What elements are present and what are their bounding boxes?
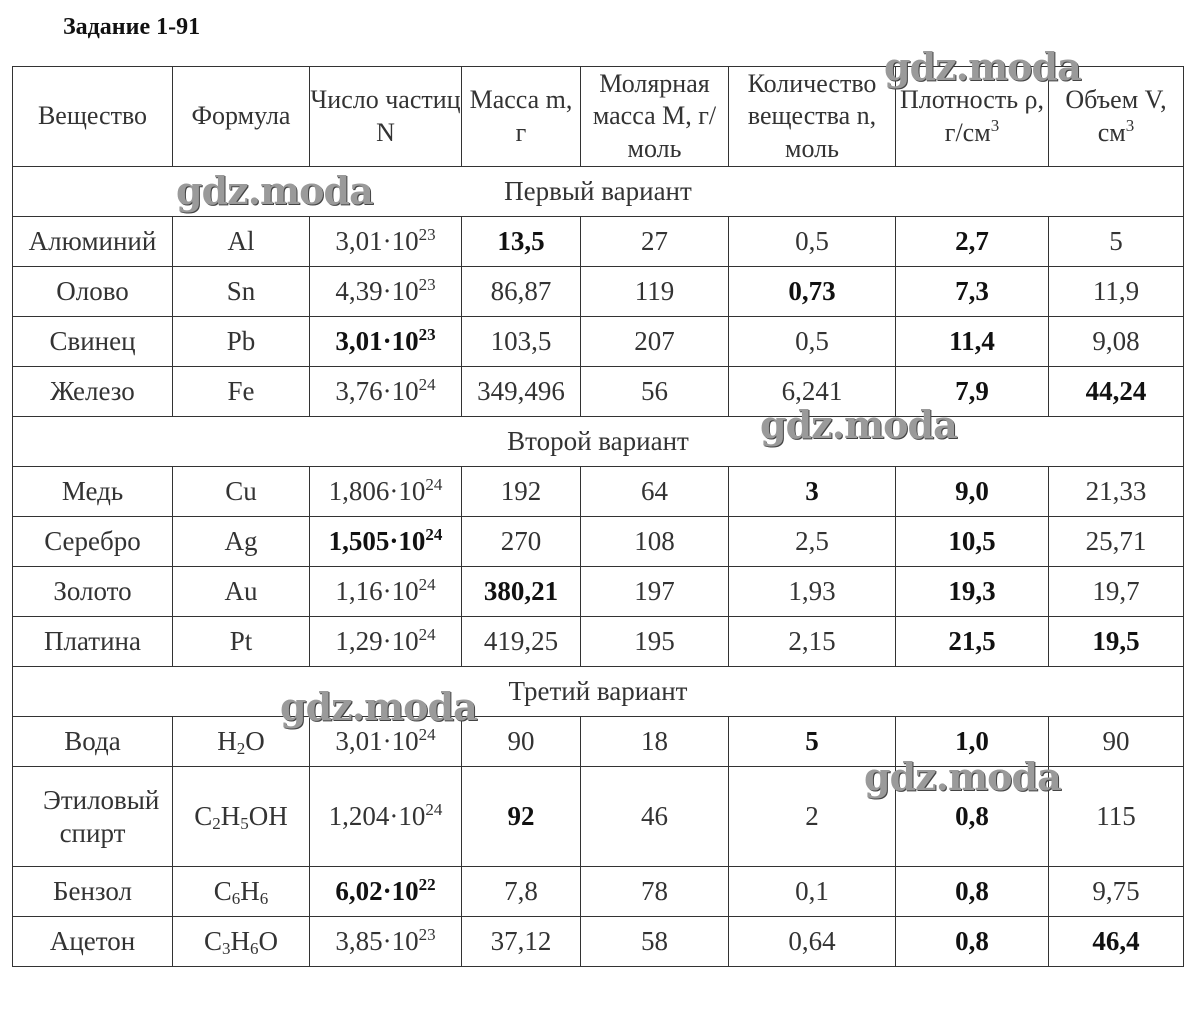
cell-molar-mass: 195 <box>581 617 729 667</box>
cell-volume: 9,08 <box>1049 317 1184 367</box>
cell-substance: Олово <box>13 267 173 317</box>
cell-molar-mass: 46 <box>581 767 729 867</box>
section-row <box>13 667 1184 717</box>
section-label: Третий вариант <box>13 667 1184 717</box>
cell-mass: 349,496 <box>462 367 581 417</box>
cell-volume: 46,4 <box>1049 917 1184 967</box>
cell-substance: Бензол <box>13 867 173 917</box>
cell-amount: 2 <box>729 767 896 867</box>
cell-formula: Cu <box>173 467 310 517</box>
cell-mass: 380,21 <box>462 567 581 617</box>
watermark: gdz.moda <box>884 44 1081 89</box>
cell-formula: Pt <box>173 617 310 667</box>
cell-density: 0,8 <box>896 867 1049 917</box>
cell-substance: Этиловый спирт <box>13 767 173 867</box>
cell-particles: $3,76\cdot 10^{24}$ <box>310 367 462 417</box>
watermark: gdz.moda <box>760 402 957 447</box>
section-row <box>13 167 1184 217</box>
cell-amount: 1,93 <box>729 567 896 617</box>
cell-molar-mass: 56 <box>581 367 729 417</box>
cell-amount: 5 <box>729 717 896 767</box>
cell-mass: 419,25 <box>462 617 581 667</box>
cell-substance: Железо <box>13 367 173 417</box>
cell-amount: 0,64 <box>729 917 896 967</box>
cell-molar-mass: 64 <box>581 467 729 517</box>
task-title: Задание 1-91 <box>63 14 201 40</box>
cell-mass: 192 <box>462 467 581 517</box>
cell-particles: $3,01\cdot 10^{23}$ <box>310 217 462 267</box>
cell-volume: 5 <box>1049 217 1184 267</box>
section-row <box>13 417 1184 467</box>
cell-formula: Al <box>173 217 310 267</box>
cell-density: 2,7 <box>896 217 1049 267</box>
cell-substance: Ацетон <box>13 917 173 967</box>
header-particles: Число частиц N <box>310 67 462 167</box>
cell-volume: 21,33 <box>1049 467 1184 517</box>
header-density: Плотность ρ, $г/см^3$ <box>896 67 1049 167</box>
header-formula: Формула <box>173 67 310 167</box>
header-row <box>13 67 1184 167</box>
cell-volume: 19,5 <box>1049 617 1184 667</box>
cell-particles: $1,16\cdot 10^{24}$ <box>310 567 462 617</box>
cell-density: 1,0 <box>896 717 1049 767</box>
table-row <box>13 267 1184 317</box>
cell-mass: 13,5 <box>462 217 581 267</box>
cell-mass: 90 <box>462 717 581 767</box>
cell-formula: Pb <box>173 317 310 367</box>
cell-amount: 3 <box>729 467 896 517</box>
cell-amount: 0,5 <box>729 317 896 367</box>
table-row <box>13 917 1184 967</box>
header-volume: Объем V, $см^3$ <box>1049 67 1184 167</box>
cell-density: 7,3 <box>896 267 1049 317</box>
header-substance: Вещество <box>13 67 173 167</box>
table-row <box>13 617 1184 667</box>
header-amount: Количество вещества n, моль <box>729 67 896 167</box>
cell-density: 21,5 <box>896 617 1049 667</box>
section-label: Второй вариант <box>13 417 1184 467</box>
cell-mass: 103,5 <box>462 317 581 367</box>
cell-molar-mass: 119 <box>581 267 729 317</box>
cell-density: 11,4 <box>896 317 1049 367</box>
cell-particles: $1,29\cdot 10^{24}$ <box>310 617 462 667</box>
watermark: gdz.moda <box>280 684 477 729</box>
header-mass: Масса m, г <box>462 67 581 167</box>
cell-molar-mass: 78 <box>581 867 729 917</box>
cell-density: 9,0 <box>896 467 1049 517</box>
cell-formula: Au <box>173 567 310 617</box>
cell-molar-mass: 207 <box>581 317 729 367</box>
cell-substance: Алюминий <box>13 217 173 267</box>
cell-substance: Серебро <box>13 517 173 567</box>
cell-mass: 7,8 <box>462 867 581 917</box>
table-row <box>13 767 1184 867</box>
header-molar-mass: Молярная масса М, г/моль <box>581 67 729 167</box>
cell-mass: 92 <box>462 767 581 867</box>
cell-particles: $4,39\cdot 10^{23}$ <box>310 267 462 317</box>
cell-formula: $H_2O$ <box>173 717 310 767</box>
table-row <box>13 517 1184 567</box>
cell-density: 7,9 <box>896 367 1049 417</box>
cell-particles: $6,02\cdot 10^{22}$ <box>310 867 462 917</box>
cell-volume: 25,71 <box>1049 517 1184 567</box>
table-row <box>13 367 1184 417</box>
cell-amount: 6,241 <box>729 367 896 417</box>
cell-formula: Ag <box>173 517 310 567</box>
cell-volume: 115 <box>1049 767 1184 867</box>
cell-molar-mass: 197 <box>581 567 729 617</box>
cell-formula: $C_2H_5OH$ <box>173 767 310 867</box>
cell-mass: 86,87 <box>462 267 581 317</box>
cell-amount: 0,73 <box>729 267 896 317</box>
cell-amount: 0,5 <box>729 217 896 267</box>
cell-volume: 90 <box>1049 717 1184 767</box>
cell-substance: Платина <box>13 617 173 667</box>
watermark: gdz.moda <box>864 754 1061 799</box>
table-row <box>13 567 1184 617</box>
cell-amount: 2,15 <box>729 617 896 667</box>
cell-molar-mass: 108 <box>581 517 729 567</box>
table-row <box>13 867 1184 917</box>
table-row <box>13 317 1184 367</box>
cell-mass: 270 <box>462 517 581 567</box>
cell-particles: $1,505\cdot 10^{24}$ <box>310 517 462 567</box>
cell-density: 10,5 <box>896 517 1049 567</box>
cell-particles: $1,204\cdot 10^{24}$ <box>310 767 462 867</box>
cell-substance: Вода <box>13 717 173 767</box>
cell-formula: $C_3H_6O$ <box>173 917 310 967</box>
watermark: gdz.moda <box>176 168 373 213</box>
cell-density: 0,8 <box>896 917 1049 967</box>
cell-mass: 37,12 <box>462 917 581 967</box>
cell-molar-mass: 27 <box>581 217 729 267</box>
data-table <box>12 66 1184 967</box>
cell-substance: Золото <box>13 567 173 617</box>
cell-molar-mass: 58 <box>581 917 729 967</box>
cell-formula: $C_6H_6$ <box>173 867 310 917</box>
cell-amount: 0,1 <box>729 867 896 917</box>
cell-density: 0,8 <box>896 767 1049 867</box>
cell-volume: 19,7 <box>1049 567 1184 617</box>
cell-formula: Sn <box>173 267 310 317</box>
cell-formula: Fe <box>173 367 310 417</box>
cell-substance: Медь <box>13 467 173 517</box>
cell-volume: 9,75 <box>1049 867 1184 917</box>
section-label: Первый вариант <box>13 167 1184 217</box>
cell-substance: Свинец <box>13 317 173 367</box>
cell-amount: 2,5 <box>729 517 896 567</box>
table-row <box>13 717 1184 767</box>
cell-volume: 44,24 <box>1049 367 1184 417</box>
cell-particles: $1,806\cdot 10^{24}$ <box>310 467 462 517</box>
cell-molar-mass: 18 <box>581 717 729 767</box>
cell-density: 19,3 <box>896 567 1049 617</box>
cell-particles: $3,01\cdot 10^{24}$ <box>310 717 462 767</box>
table-row <box>13 467 1184 517</box>
cell-volume: 11,9 <box>1049 267 1184 317</box>
cell-particles: $3,85\cdot 10^{23}$ <box>310 917 462 967</box>
cell-particles: $3,01\cdot 10^{23}$ <box>310 317 462 367</box>
table-row <box>13 217 1184 267</box>
